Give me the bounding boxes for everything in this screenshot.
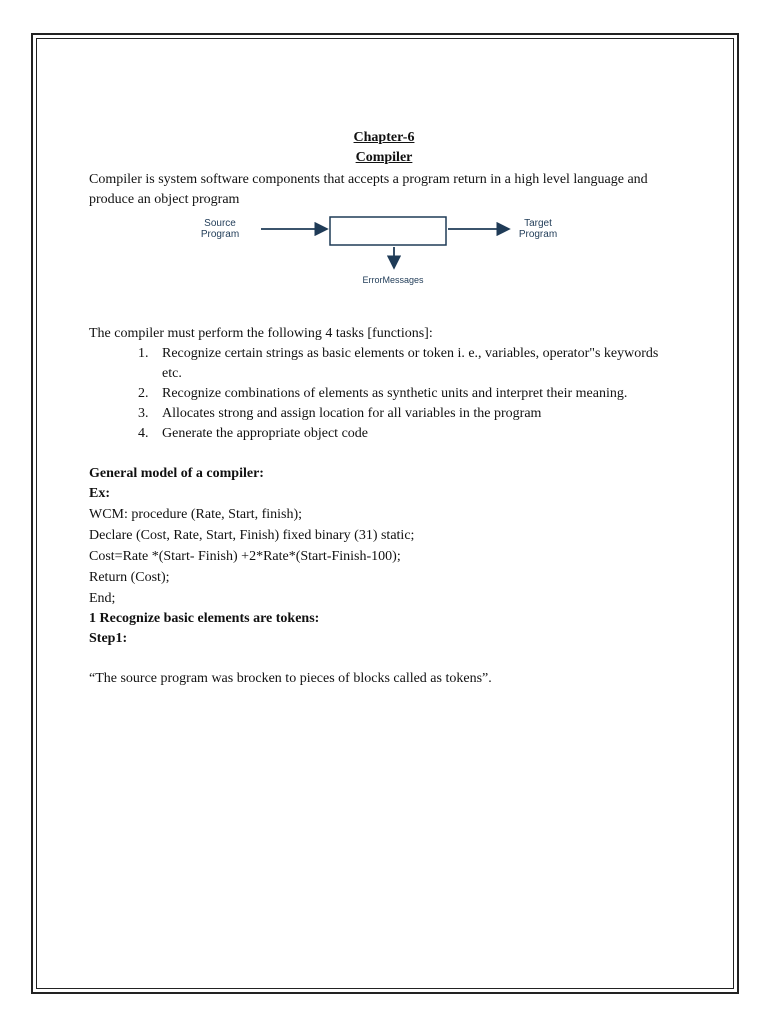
- chapter-title: Chapter-6: [353, 130, 415, 145]
- code-line: Cost=Rate *(Start- Finish) +2*Rate*(Start-Finish-100);: [89, 549, 401, 564]
- list-item-text: Recognize combinations of elements as synthetic units and interpret their meaning.: [162, 386, 628, 401]
- error-messages-label: ErrorMessages: [362, 275, 424, 285]
- list-item-text: Allocates strong and assign location for all variables in the program: [162, 406, 542, 421]
- tasks-lead: The compiler must perform the following 4 tasks [functions]:: [89, 326, 433, 341]
- code-line: Return (Cost);: [89, 570, 170, 585]
- list-item-number: 1.: [138, 346, 149, 361]
- compiler-diagram-svg: [89, 214, 679, 324]
- list-item-text: Recognize certain strings as basic elements or token i. e., variables, operator"s keywords etc.: [162, 346, 659, 381]
- list-item-number: 3.: [138, 406, 149, 421]
- list-item-number: 2.: [138, 386, 149, 401]
- code-line: End;: [89, 591, 116, 606]
- tasks-list: [89, 344, 679, 444]
- tokens-quote: “The source program was brocken to pieces of blocks called as tokens”.: [89, 671, 492, 686]
- list-item: [138, 424, 679, 444]
- list-item-text: Generate the appropriate object code: [162, 426, 369, 441]
- list-item-number: 4.: [138, 426, 149, 441]
- model-heading: General model of a compiler:: [89, 466, 264, 481]
- code-line: WCM: procedure (Rate, Start, finish);: [89, 507, 303, 522]
- compiler-box: [330, 217, 446, 245]
- target-label-line1: Target: [524, 218, 552, 229]
- step-label: Step1:: [89, 631, 128, 646]
- list-item: [138, 404, 679, 424]
- document-body: [89, 128, 679, 689]
- topic-title: Compiler: [355, 150, 413, 165]
- target-label-line2: Program: [518, 229, 558, 240]
- example-label: Ex:: [89, 486, 110, 501]
- list-item: [138, 384, 679, 404]
- intro-paragraph: Compiler is system software components that accepts a program return in a high level language and produce an object program: [89, 172, 648, 207]
- source-label-line2: Program: [200, 229, 240, 240]
- tokens-subheading: 1 Recognize basic elements are tokens:: [89, 611, 320, 626]
- list-item: [138, 344, 679, 384]
- code-line: Declare (Cost, Rate, Start, Finish) fixed binary (31) static;: [89, 528, 415, 543]
- compiler-diagram: [89, 214, 679, 324]
- source-label-line1: Source: [204, 218, 236, 229]
